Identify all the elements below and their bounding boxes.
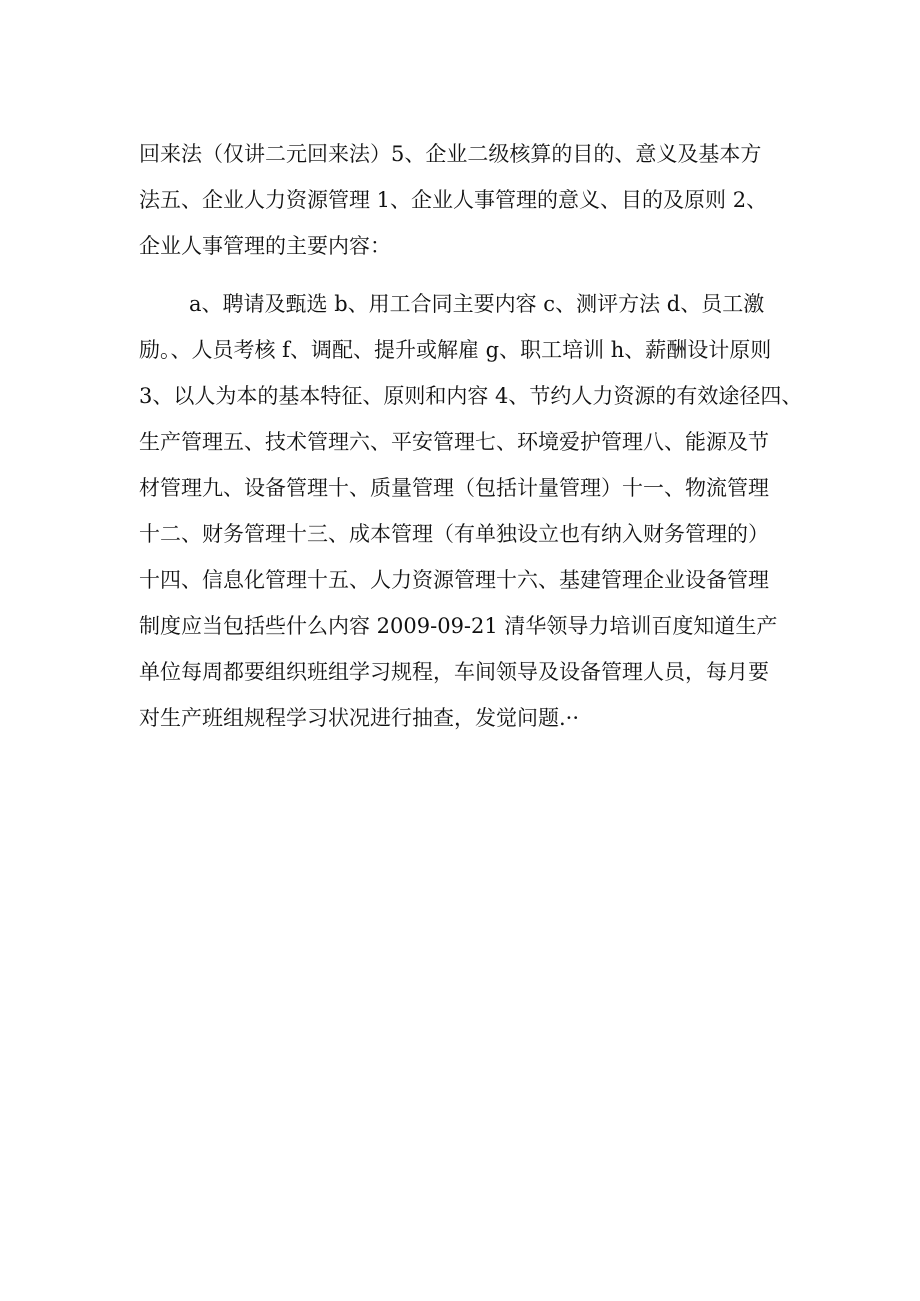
text-line: 材管理九、设备管理十、质量管理（包括计量管理）十一、物流管理 bbox=[139, 476, 769, 500]
paragraph-spacer bbox=[139, 269, 789, 281]
paragraph bbox=[139, 281, 803, 741]
paragraph bbox=[139, 131, 789, 269]
text-line: 十二、财务管理十三、成本管理（有单独设立也有纳入财务管理的） bbox=[139, 522, 769, 546]
text-line: 法五、企业人力资源管理 1、企业人事管理的意义、目的及原则 2、 bbox=[139, 188, 768, 212]
text-line: 生产管理五、技术管理六、平安管理七、环境爱护管理八、能源及节 bbox=[139, 430, 769, 454]
text-line: 励。、人员考核 f、调配、提升或解雇 g、职工培训 h、薪酬设计原则 bbox=[139, 338, 772, 362]
text-line: 对生产班组规程学习状况进行抽查，发觉问题.·· bbox=[139, 706, 580, 730]
text-line: 十四、信息化管理十五、人力资源管理十六、基建管理企业设备管理 bbox=[139, 568, 769, 592]
document-body bbox=[139, 131, 803, 741]
text-line: 企业人事管理的主要内容： bbox=[139, 234, 391, 258]
text-line: 制度应当包括些什么内容 2009-09-21 清华领导力培训百度知道生产 bbox=[139, 614, 778, 638]
text-line: 3、以人为本的基本特征、原则和内容 4、节约人力资源的有效途径四、 bbox=[139, 384, 803, 408]
text-line: a、聘请及甄选 b、用工合同主要内容 c、测评方法 d、员工激 bbox=[189, 292, 765, 316]
text-line: 回来法（仅讲二元回来法）5、企业二级核算的目的、意义及基本方 bbox=[139, 142, 762, 166]
text-line: 单位每周都要组织班组学习规程，车间领导及设备管理人员，每月要 bbox=[139, 660, 769, 684]
